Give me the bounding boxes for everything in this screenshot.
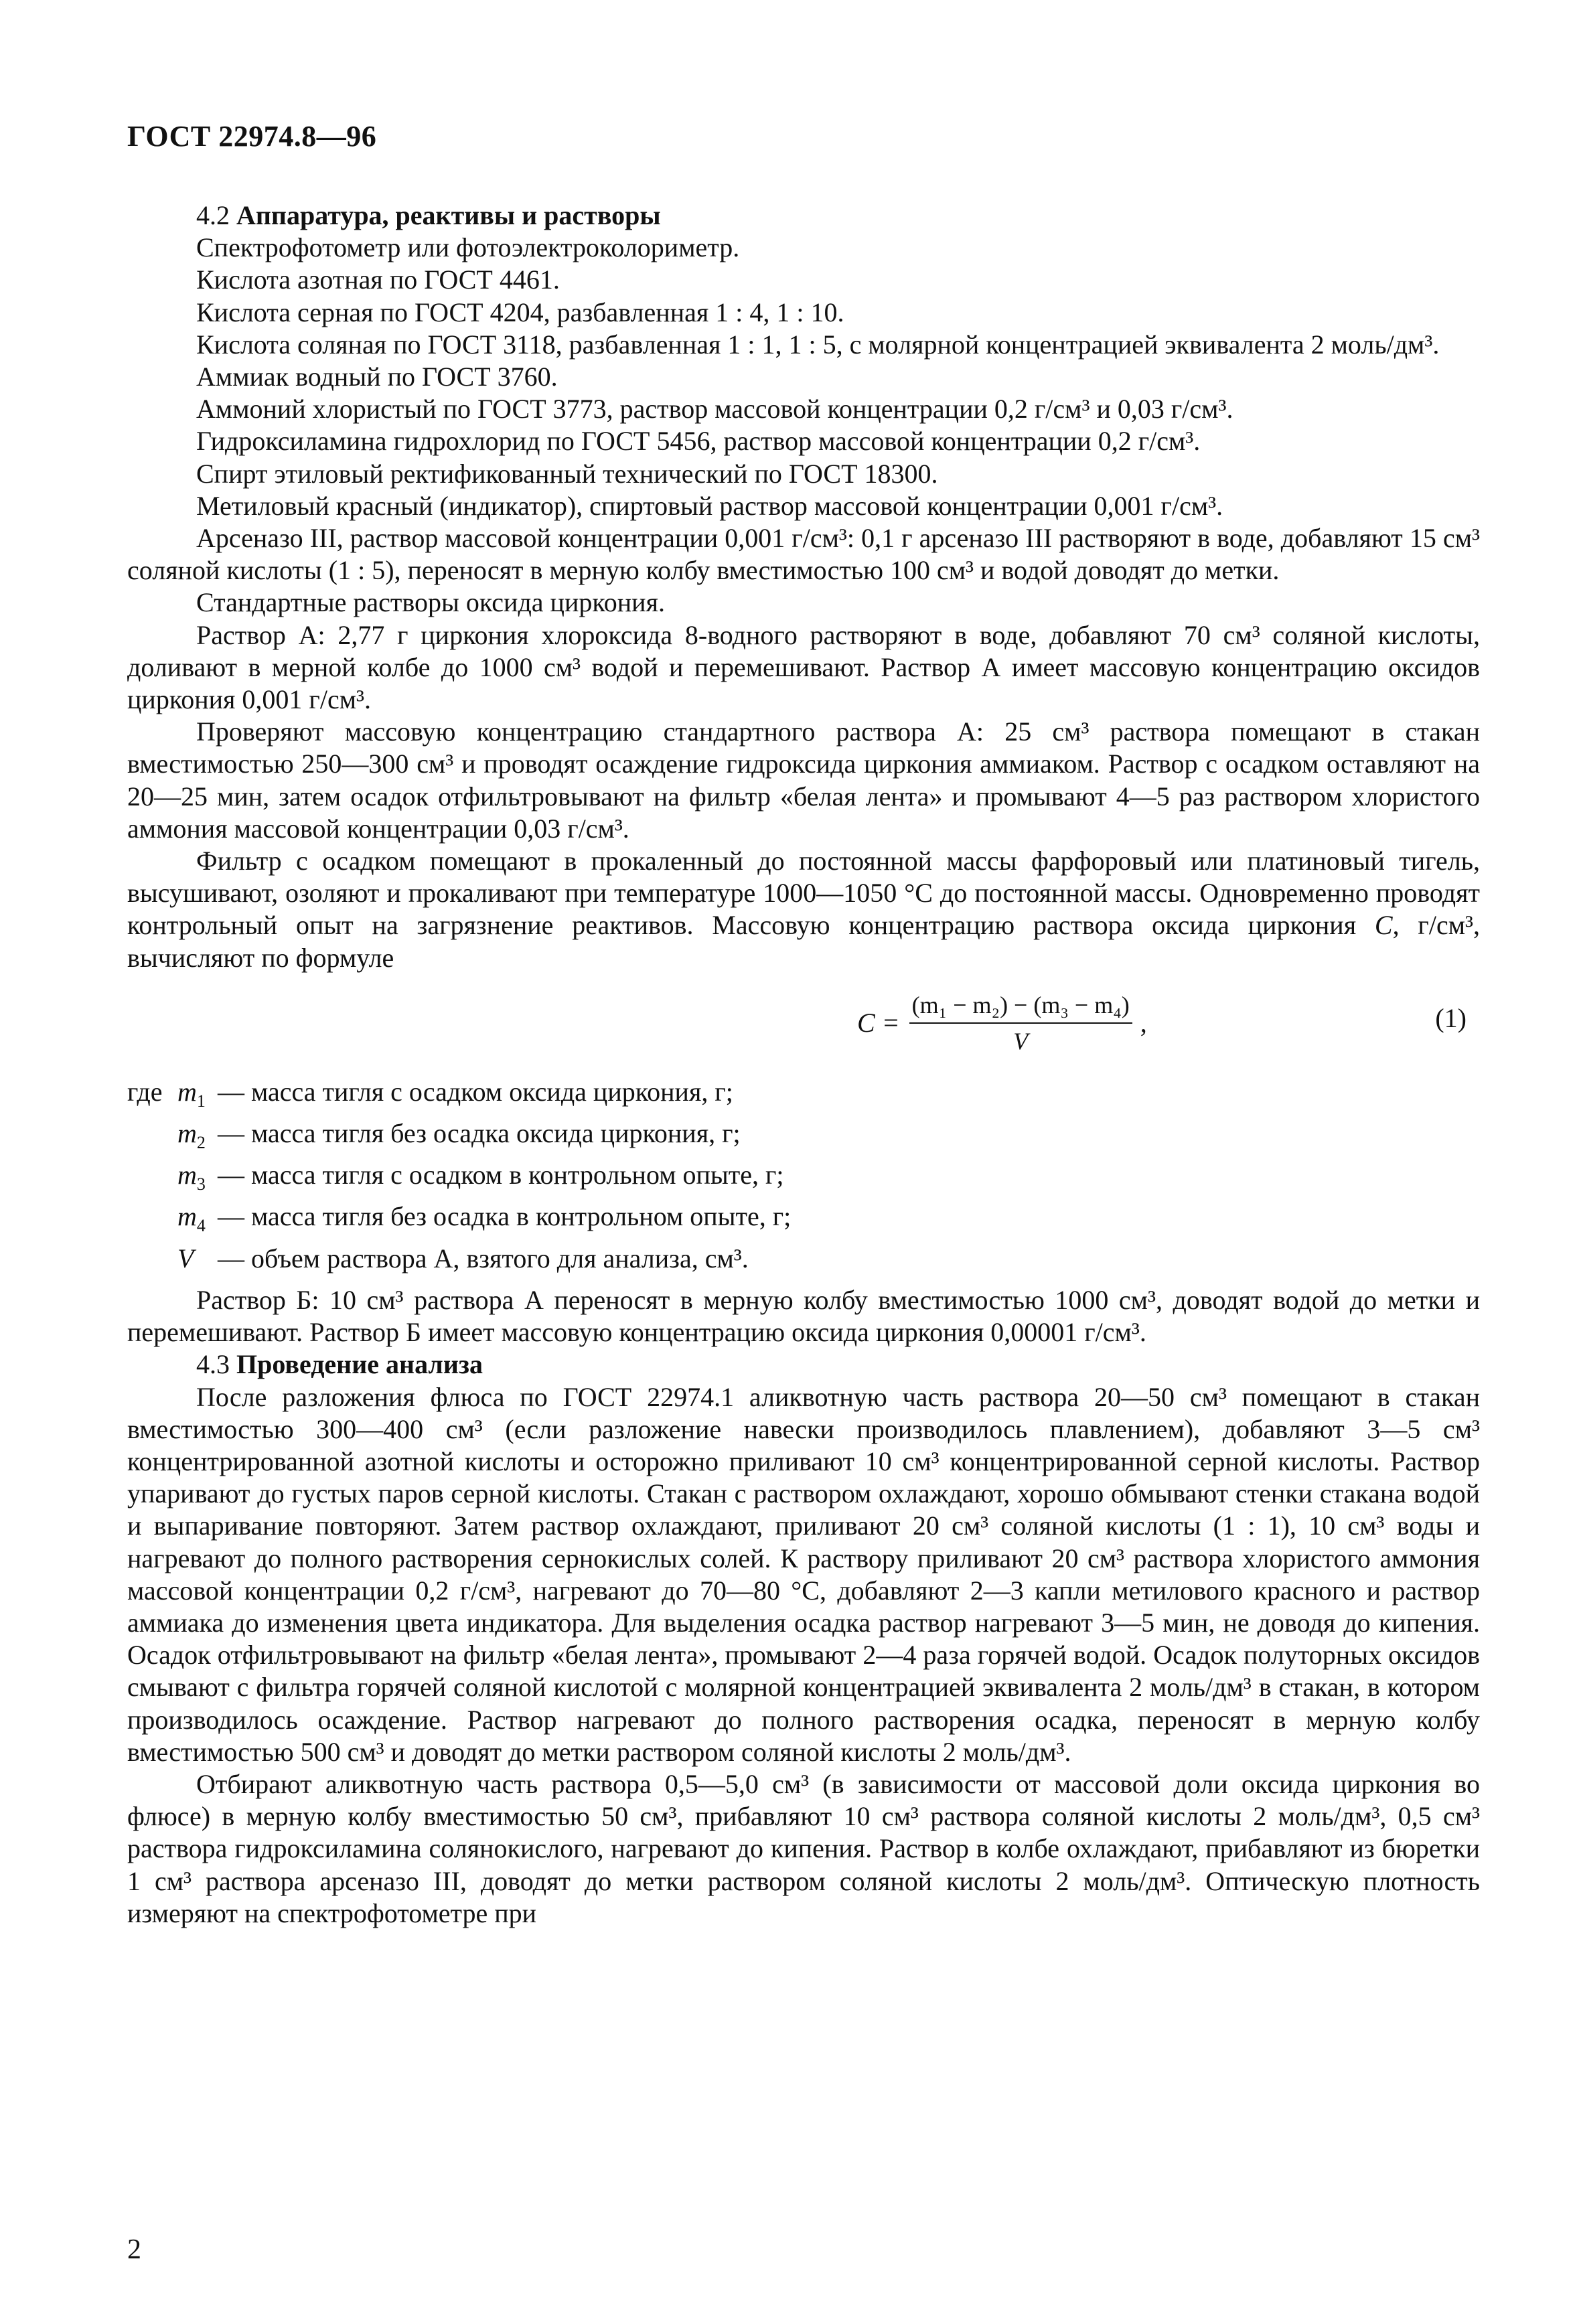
legend-text: объем раствора А, взятого для анализа, см³.	[251, 1243, 749, 1273]
paragraph-solution-a: Раствор А: 2,77 г циркония хлороксида 8-водного растворяют в воде, добавляют 70 см³ соляной кислоты, доливают в мерной колбе до 1000 см³ водой и перемешивают. Раствор А имеет массовую концентрацию оксидов циркония 0,001 г/см³.	[127, 619, 1480, 715]
legend-item: $m_4$ — масса тигля без осадка в контрольном опыте, г;	[127, 1200, 1480, 1242]
legend-symbol: $m_4$	[177, 1201, 206, 1236]
formula-number: (1)	[1435, 1002, 1467, 1033]
section-heading-4-2	[127, 200, 1480, 232]
formula-fraction	[909, 989, 1132, 1057]
legend-lead: где	[127, 1076, 163, 1107]
paragraph-analysis-1: После разложения флюса по ГОСТ 22974.1 аликвотную часть раствора 20—50 см³ помещают в стакан вместимостью 300—400 см³ (если разложение навески производилось плавлением), добавляют 3—5 см³ концентрированной азотной кислоты и осторожно приливают 10 см³ концентрированной серной кислоты. Раствор упаривают до густых паров серной кислоты. Стакан с раствором охлаждают, хорошо обмывают стенки стакана водой и выпаривание повторяют. Затем раствор охлаждают, приливают 20 см³ соляной кислоты (1 : 1), 10 см³ воды и нагревают до полного растворения сернокислых солей. К раствору приливают 20 см³ раствора хлористого аммония массовой концентрации 0,2 г/см³, нагревают до 70—80 °С, добавляют 2—3 капли метилового красного и раствор аммиака до изменения цвета индикатора. Для выделения осадка раствор нагревают 3—5 мин, не доводя до кипения. Осадок отфильтровывают на фильтр «белая лента», промывают 2—4 раза горячей водой. Осадок полуторных оксидов смывают с фильтра горячей соляной кислотой с молярной концентрацией эквивалента 2 моль/дм³ в стакан, в котором производилось осаждение. Раствор нагревают до полного растворения осадка, переносят в мерную колбу вместимостью 500 см³ и доводят до метки раствором соляной кислоты 2 моль/дм³.	[127, 1381, 1480, 1767]
section-number: 4.2	[196, 200, 230, 230]
paragraph-sulfuric-acid: Кислота серная по ГОСТ 4204, разбавленная 1 : 4, 1 : 10.	[196, 297, 844, 327]
paragraph-ammonia: Аммиак водный по ГОСТ 3760.	[196, 362, 558, 392]
formula-intro-tail: , г/см³, вычисляют по формуле	[127, 910, 1481, 973]
paragraph-standard-solutions: Стандартные растворы оксида циркония.	[196, 587, 665, 618]
formula-numerator: (m₁ − m₂) − (m₃ − m₄)	[909, 989, 1132, 1024]
legend-text: масса тигля без осадка в контрольном опыте, г;	[251, 1201, 792, 1232]
legend-item: $m_2$ — масса тигля без осадка оксида циркония, г;	[127, 1117, 1480, 1159]
formula-intro-variable: С	[1374, 910, 1393, 941]
paragraph-verification: Проверяют массовую концентрацию стандартного раствора А: 25 см³ раствора помещают в стакан вместимостью 250—300 см³ и проводят осаждение гидроксида циркония аммиаком. Раствор с осадком оставляют на 20—25 мин, затем осадок отфильтровывают на фильтр «белая лента» и промывают 4—5 раз раствором хлористого аммония массовой концентрации 0,03 г/см³.	[127, 716, 1480, 844]
formula	[857, 989, 1147, 1057]
legend-symbol: $m_2$	[177, 1118, 206, 1153]
paragraph-hydrochloric-acid: Кислота соляная по ГОСТ 3118, разбавленная 1 : 1, 1 : 5, с молярной концентрацией эквивалента 2 моль/дм³.	[196, 329, 1440, 360]
paragraph-solution-b: Раствор Б: 10 см³ раствора А переносят в мерную колбу вместимостью 1000 см³, доводят водой до метки и перемешивают. Раствор Б имеет массовую концентрацию оксида циркония 0,00001 г/см³.	[127, 1284, 1480, 1348]
section-title: Аппаратура, реактивы и растворы	[236, 200, 661, 230]
paragraph-hydroxylamine: Гидроксиламина гидрохлорид по ГОСТ 5456, раствор массовой концентрации 0,2 г/см³.	[196, 426, 1201, 457]
legend-symbol: V	[177, 1243, 194, 1273]
section-number: 4.3	[196, 1349, 230, 1380]
paragraph-methyl-red: Метиловый красный (индикатор), спиртовый раствор массовой концентрации 0,001 г/см³.	[196, 490, 1223, 521]
paragraph-ethanol: Спирт этиловый ректификованный технический по ГОСТ 18300.	[196, 458, 938, 489]
document-header: ГОСТ 22974.8—96	[127, 120, 377, 153]
legend-text: масса тигля с осадком в контрольном опыте, г;	[251, 1160, 784, 1190]
paragraph-arsenazo: Арсеназо III, раствор массовой концентрации 0,001 г/см³: 0,1 г арсеназо III растворяют в воде, добавляют 15 см³ соляной кислоты (1 : 5), переносят в мерную колбу вместимостью 100 см³ и водой доводят до метки.	[127, 523, 1480, 586]
paragraph-ammonium-chloride: Аммоний хлористый по ГОСТ 3773, раствор массовой концентрации 0,2 г/см³ и 0,03 г/см³.	[196, 394, 1233, 424]
legend-item: V — объем раствора А, взятого для анализа, см³.	[127, 1243, 1480, 1284]
page-number: 2	[127, 2234, 141, 2265]
document-body	[127, 200, 1480, 1930]
formula-block	[127, 986, 1480, 1061]
formula-intro-text: Фильтр с осадком помещают в прокаленный до постоянной массы фарфоровый или платиновый тигель, высушивают, озоляют и прокаливают при температуре 1000—1050 °С до постоянной массы. Одновременно проводят контрольный опыт на загрязнение реактивов. Массовую концентрацию раствора оксида циркония	[127, 846, 1480, 941]
formula-lhs: С =	[857, 1007, 900, 1038]
legend-item: где $m_1$ — масса тигля с осадком оксида циркония, г;	[127, 1076, 1480, 1117]
legend-text: масса тигля с осадком оксида циркония, г;	[251, 1076, 733, 1107]
paragraph-analysis-2: Отбирают аликвотную часть раствора 0,5—5,0 см³ (в зависимости от массовой доли оксида циркония во флюсе) в мерную колбу вместимостью 50 см³, прибавляют 10 см³ раствора соляной кислоты 2 моль/дм³, 0,5 см³ раствора гидроксиламина солянокислого, нагревают до кипения. Раствор в колбе охлаждают, прибавляют из бюретки 1 см³ раствора арсеназо III, доводят до метки раствором соляной кислоты 2 моль/дм³. Оптическую плотность измеряют на спектрофотометре при	[127, 1768, 1480, 1928]
legend-text: масса тигля без осадка оксида циркония, г;	[251, 1118, 741, 1149]
formula-comma: ,	[1140, 1007, 1147, 1038]
section-title: Проведение анализа	[236, 1349, 483, 1380]
legend-item: $m_3$ — масса тигля с осадком в контрольном опыте, г;	[127, 1159, 1480, 1200]
legend-symbol: $m_1$	[177, 1076, 206, 1111]
paragraph-formula-intro	[127, 845, 1480, 974]
paragraph-equipment: Спектрофотометр или фотоэлектроколориметр.	[196, 232, 740, 263]
legend-symbol: $m_3$	[177, 1160, 206, 1194]
formula-legend	[127, 1076, 1480, 1284]
section-heading-4-3	[127, 1348, 1480, 1381]
formula-denominator: V	[1013, 1028, 1029, 1055]
paragraph-nitric-acid: Кислота азотная по ГОСТ 4461.	[196, 264, 560, 295]
